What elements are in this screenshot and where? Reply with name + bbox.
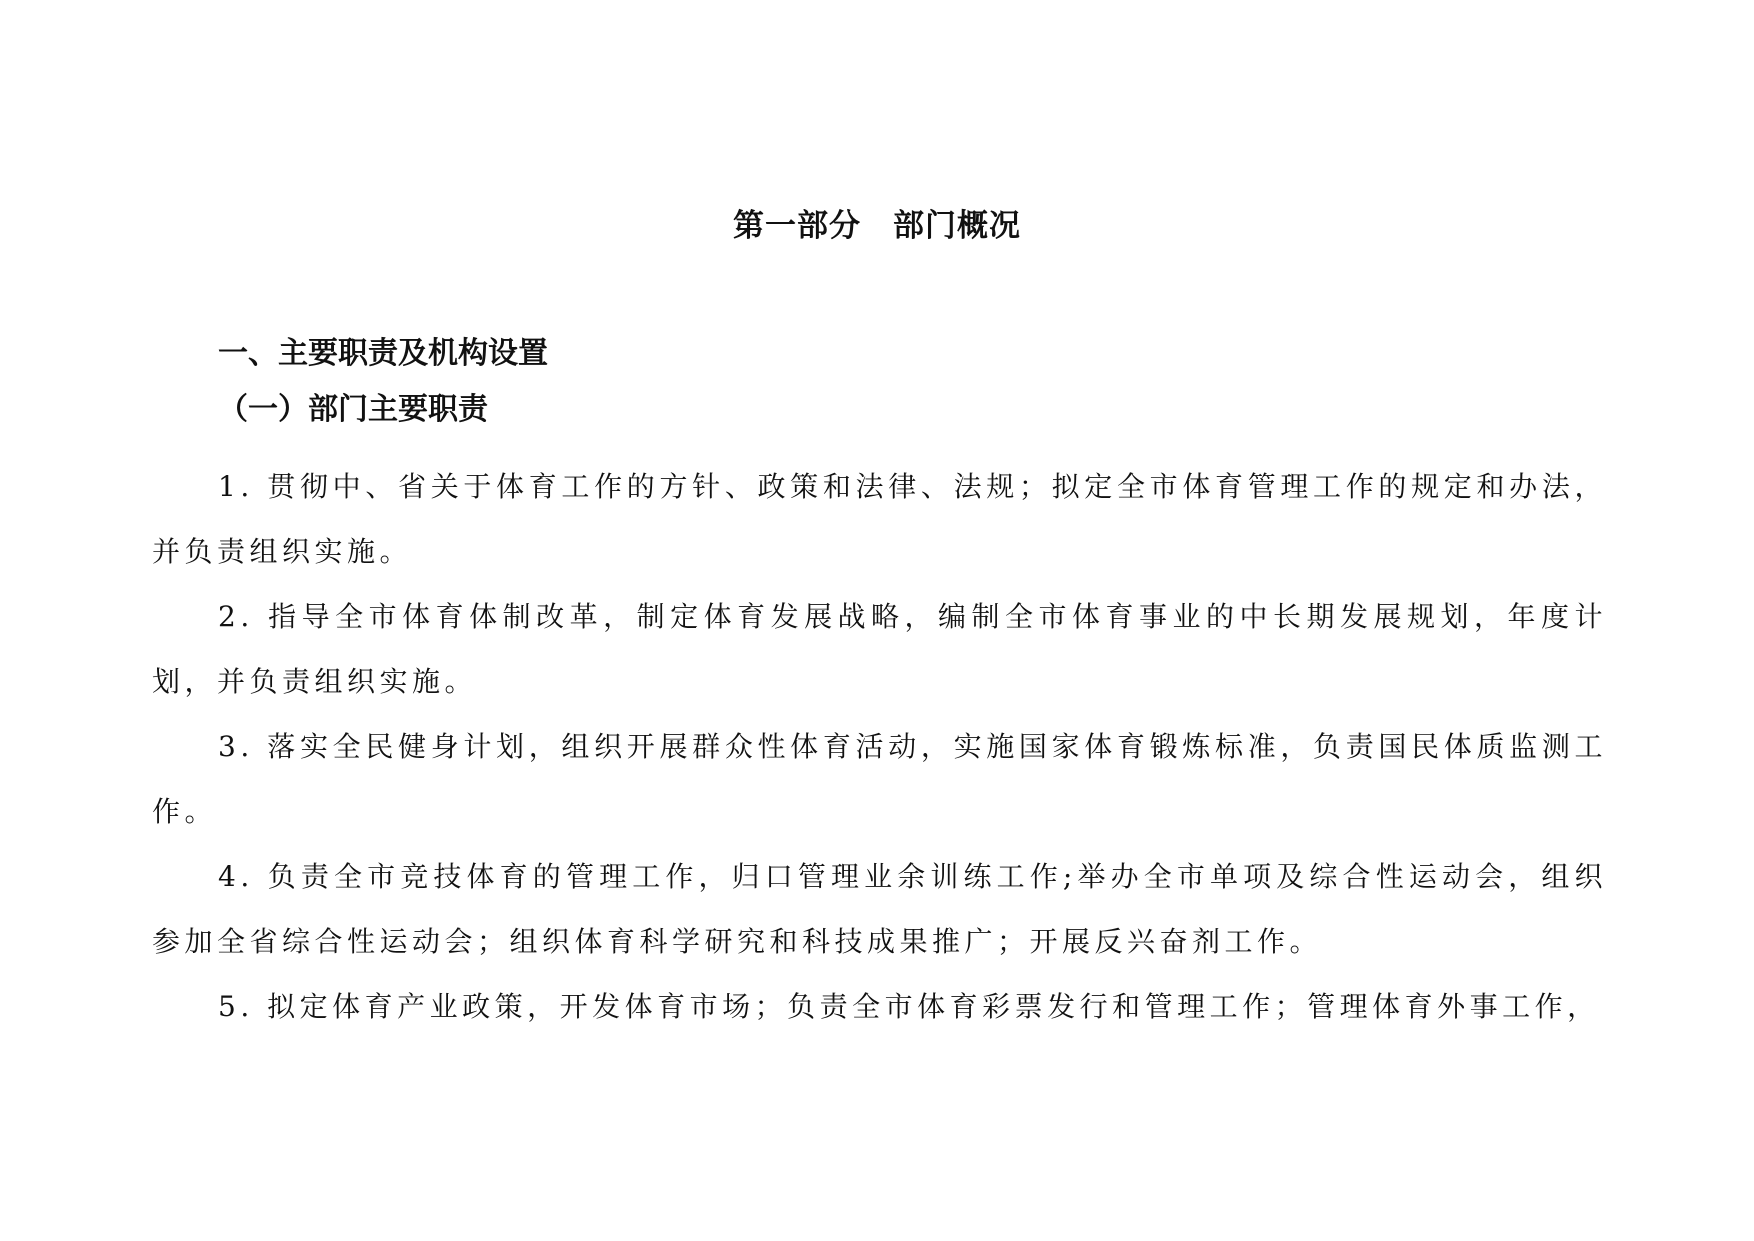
duty-item-5: 5. 拟定体育产业政策，开发体育市场；负责全市体育彩票发行和管理工作；管理体育外事工作，	[218, 990, 1600, 1023]
document-title: 第一部分 部门概况	[733, 208, 1021, 244]
duty-item-4: 4. 负责全市竞技体育的管理工作，归口管理业余训练工作;举办全市单项及综合性运动会，组织参加全省综合性运动会；组织体育科学研究和科技成果推广；开展反兴奋剂工作。	[152, 860, 1607, 958]
section-heading: 一、主要职责及机构设置	[218, 336, 548, 371]
duty-item-1: 1. 贯彻中、省关于体育工作的方针、政策和法律、法规；拟定全市体育管理工作的规定和办法，并负责组织实施。	[152, 470, 1607, 568]
subsection-heading: （一）部门主要职责	[218, 392, 488, 427]
duties-list	[152, 454, 1607, 1039]
duty-item-2: 2. 指导全市体育体制改革，制定体育发展战略，编制全市体育事业的中长期发展规划，年度计划，并负责组织实施。	[152, 600, 1607, 698]
duty-item-3: 3. 落实全民健身计划，组织开展群众性体育活动，实施国家体育锻炼标准，负责国民体质监测工作。	[152, 730, 1607, 828]
